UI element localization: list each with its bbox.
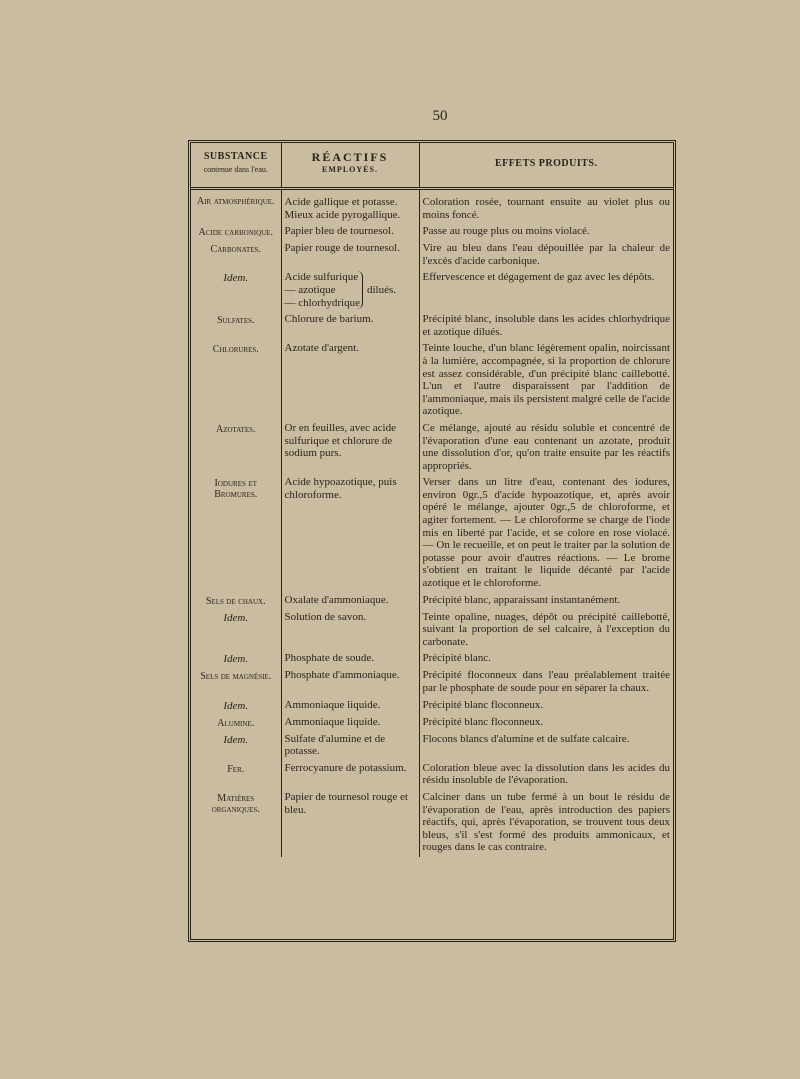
acid-note: dilués.	[366, 283, 396, 296]
effect-cell: Précipité blanc floconneux.	[419, 715, 673, 732]
effect-cell: Teinte opaline, nuages, dépôt ou précipité caillebotté, suivant la proportion de sel calcaire, à l'exception du carbonate.	[419, 610, 673, 652]
substance-cell: Acide carbonique.	[198, 227, 273, 239]
effect-cell: Coloration bleue avec la dissolution dans les acides du résidu insoluble de l'évaporation.	[419, 761, 673, 790]
substance-cell: Air atmosphérique.	[196, 196, 275, 207]
effect-cell: Coloration rosée, tournant ensuite au violet plus ou moins foncé.	[419, 189, 673, 225]
substance-cell: Idem.	[223, 699, 249, 712]
substance-cell: Idem.	[223, 272, 249, 285]
acid-line: — azotique	[284, 283, 336, 296]
acid-line: — chlorhydrique	[284, 296, 360, 309]
table-row	[191, 341, 673, 421]
effect-cell: Précipité blanc, insoluble dans les acides chlorhydrique et azotique dilués.	[419, 312, 673, 341]
substance-cell: Azotates.	[216, 423, 256, 435]
reagent-cell: Azotate d'argent.	[281, 341, 419, 421]
table-row	[191, 312, 673, 341]
table-row	[191, 715, 673, 732]
substance-cell: Sels de magnésie.	[200, 671, 272, 683]
header-effets-title: EFFETS PRODUITS.	[495, 157, 598, 169]
reagent-cell: Solution de savon.	[281, 610, 419, 652]
page-number: 50	[432, 108, 448, 124]
table-row	[191, 189, 673, 225]
substance-cell: Alumine.	[217, 717, 255, 729]
reagent-cell	[281, 270, 419, 312]
effect-cell: Calciner dans un tube fermé à un bout le résidu de l'évaporation de l'eau, après introduction des papiers réactifs, qui, après l'évaporation, se trouvent tous deux bleus, s'il s'est formé des produits ammonicaux, et rouges dans le cas contraire.	[419, 790, 673, 857]
effect-cell: Précipité blanc floconneux.	[419, 698, 673, 715]
effect-cell: Précipité floconneux dans l'eau préalablement traitée par le phosphate de soude pour en séparer la chaux.	[419, 668, 673, 697]
header-effets	[419, 143, 673, 189]
substance-cell: Fer.	[227, 763, 245, 775]
header-substance-title: SUBSTANCE	[203, 151, 268, 163]
effect-cell: Verser dans un litre d'eau, contenant des iodures, environ 0gr.,5 d'acide hypoazotique, et, après avoir opéré le mélange, ajouter 0gr.,5 de chloroforme, et agiter fortement. — Le chloroforme se charge de l'iode mis en liberté par l'acide, et se colore en rose violacé. — On le recueille, et on peut le traiter par la solution de potasse pour avoir d'autres réactions. — Le brome s'obtient en traitant le liquide décanté par l'acide azotique et le chloroforme.	[419, 475, 673, 592]
reagent-cell: Chlorure de barium.	[281, 312, 419, 341]
header-reactifs	[281, 143, 419, 189]
table-row	[191, 651, 673, 668]
table-row	[191, 270, 673, 312]
acid-list	[285, 271, 363, 309]
table-row	[191, 224, 673, 241]
header-substance	[191, 143, 281, 189]
header-substance-subtitle: contenue dans l'eau.	[203, 165, 268, 174]
header-reactifs-subtitle: EMPLOYÉS.	[322, 165, 378, 174]
substance-cell: Carbonates.	[210, 244, 261, 256]
reagent-cell: Acide hypoazotique, puis chloroforme.	[281, 475, 419, 592]
table-row	[191, 610, 673, 652]
table-row	[191, 475, 673, 592]
reagent-cell: Or en feuilles, avec acide sulfurique et chlorure de sodium purs.	[281, 421, 419, 475]
table-header	[191, 143, 673, 189]
table-row	[191, 241, 673, 270]
reagent-cell: Papier bleu de tournesol.	[281, 224, 419, 241]
reagent-cell: Oxalate d'ammoniaque.	[281, 593, 419, 610]
table-row	[191, 421, 673, 475]
table-row	[191, 761, 673, 790]
table-row	[191, 668, 673, 697]
acid-bracket-group	[285, 271, 416, 309]
table-body	[191, 189, 673, 857]
table-row	[191, 732, 673, 761]
substance-cell: Iodures et Bromures.	[214, 478, 258, 501]
reagent-cell: Ferrocyanure de potassium.	[281, 761, 419, 790]
reagent-cell: Papier rouge de tournesol.	[281, 241, 419, 270]
substance-cell: Idem.	[223, 733, 249, 746]
table-row	[191, 593, 673, 610]
substance-cell: Chlorures.	[212, 344, 259, 356]
reagent-cell: Papier de tournesol rouge et bleu.	[281, 790, 419, 857]
substance-cell: Sels de chaux.	[205, 595, 266, 607]
reagent-table-frame	[188, 140, 676, 942]
acid-line: Acide sulfurique	[284, 271, 359, 284]
reagent-cell: Phosphate de soude.	[281, 651, 419, 668]
reagent-table	[191, 143, 673, 857]
table-row	[191, 790, 673, 857]
substance-cell: Matières organiques.	[211, 792, 260, 815]
substance-cell: Idem.	[223, 653, 249, 666]
reagent-cell: Phosphate d'ammoniaque.	[281, 668, 419, 697]
substance-cell: Idem.	[223, 611, 249, 624]
effect-cell: Vire au bleu dans l'eau dépouillée par la chaleur de l'excès d'acide carbonique.	[419, 241, 673, 270]
header-reactifs-title: RÉACTIFS	[311, 150, 389, 165]
reagent-cell: Sulfate d'alumine et de potasse.	[281, 732, 419, 761]
effect-cell: Teinte louche, d'un blanc légèrement opalin, noircissant à la lumière, accompagnée, si la proportion de chlorure est assez considérable, d'un précipité blanc caillebotté. L'un et l'autre disparaissent par l'addition de l'ammoniaque, mais ils persistent malgré celle de l'acide azotique.	[419, 341, 673, 421]
effect-cell: Précipité blanc, apparaissant instantanément.	[419, 593, 673, 610]
effect-cell: Passe au rouge plus ou moins violacé.	[419, 224, 673, 241]
effect-cell: Ce mélange, ajouté au résidu soluble et concentré de l'évaporation d'une eau contenant un azotate, produit une dissolution d'or, qu'on traite ensuite par les réactifs appropriés.	[419, 421, 673, 475]
effect-cell: Effervescence et dégagement de gaz avec les dépôts.	[419, 270, 673, 312]
reagent-cell: Acide gallique et potasse. Mieux acide pyrogallique.	[281, 189, 419, 225]
reagent-cell: Ammoniaque liquide.	[281, 698, 419, 715]
reagent-cell: Ammoniaque liquide.	[281, 715, 419, 732]
effect-cell: Flocons blancs d'alumine et de sulfate calcaire.	[419, 732, 673, 761]
table-row	[191, 698, 673, 715]
effect-cell: Précipité blanc.	[419, 651, 673, 668]
substance-cell: Sulfates.	[217, 315, 255, 327]
